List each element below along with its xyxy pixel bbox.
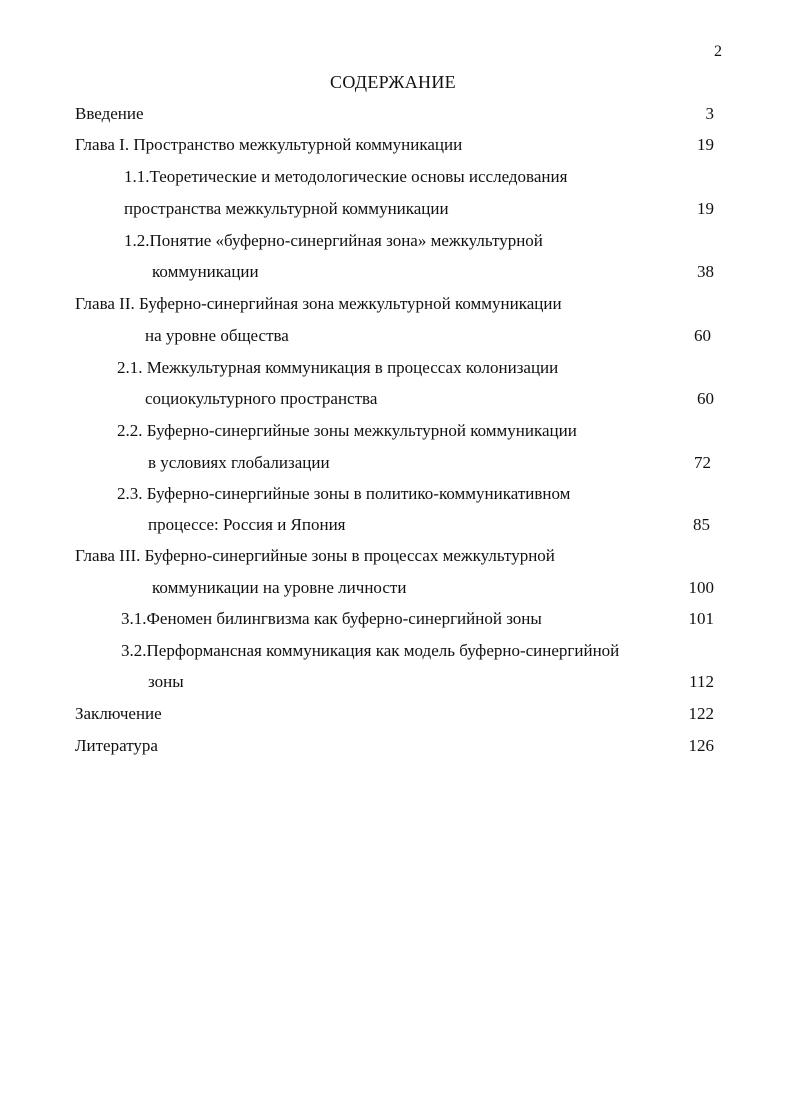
- toc-entry-2-1-line-1: 2.1. Межкультурная коммуникация в процессах колонизации: [117, 358, 559, 377]
- toc-entry-1-1-line-1: 1.1.Теоретические и методологические основы исследования: [124, 167, 568, 186]
- toc-entry-chapter-1: Глава I. Пространство межкультурной коммуникации: [75, 135, 463, 154]
- toc-entry-chapter-2-line-1: Глава II. Буферно-синергийная зона межкультурной коммуникации: [75, 294, 562, 313]
- page-number: 2: [714, 43, 722, 60]
- toc-page-3-1: 101: [688, 609, 714, 628]
- toc-page-conclusion: 122: [688, 704, 714, 723]
- toc-entry-chapter-3-line-1: Глава III. Буферно-синергийные зоны в процессах межкультурной: [75, 546, 555, 565]
- toc-entry-2-1-line-2: социокультурного пространства: [145, 389, 378, 408]
- page-title: СОДЕРЖАНИЕ: [330, 72, 456, 92]
- toc-entry-2-2-line-2: в условиях глобализации: [148, 453, 330, 472]
- toc-entry-chapter-2-line-2: на уровне общества: [145, 326, 289, 345]
- toc-entry-literature: Литература: [75, 736, 158, 755]
- toc-page-2-2: 72: [694, 453, 711, 472]
- toc-page-2-1: 60: [697, 389, 714, 408]
- toc-page-3-2: 112: [689, 672, 714, 691]
- toc-entry-2-3-line-2: процессе: Россия и Япония: [148, 515, 346, 534]
- toc-page-1-1: 19: [697, 199, 714, 218]
- toc-page-1-2: 38: [697, 262, 714, 281]
- toc-entry-2-2-line-1: 2.2. Буферно-синергийные зоны межкультурной коммуникации: [117, 421, 577, 440]
- toc-page-intro: 3: [705, 104, 714, 123]
- toc-entry-3-2-line-2: зоны: [148, 672, 184, 691]
- toc-page-chapter-3: 100: [688, 578, 714, 597]
- toc-entry-2-3-line-1: 2.3. Буферно-синергийные зоны в политико-коммуникативном: [117, 484, 571, 503]
- toc-entry-1-2-line-2: коммуникации: [152, 262, 259, 281]
- toc-entry-3-2-line-1: 3.2.Перформансная коммуникация как модель буферно-синергийной: [121, 641, 620, 660]
- toc-entry-conclusion: Заключение: [75, 704, 162, 723]
- toc-entry-1-1-line-2: пространства межкультурной коммуникации: [124, 199, 449, 218]
- toc-page-chapter-1: 19: [697, 135, 714, 154]
- toc-page-chapter-2: 60: [694, 326, 711, 345]
- toc-entry-chapter-3-line-2: коммуникации на уровне личности: [152, 578, 407, 597]
- toc-entry-intro: Введение: [75, 104, 144, 123]
- toc-page-2-3: 85: [693, 515, 710, 534]
- toc-page-literature: 126: [688, 736, 714, 755]
- toc-entry-1-2-line-1: 1.2.Понятие «буферно-синергийная зона» межкультурной: [124, 231, 543, 250]
- toc-entry-3-1: 3.1.Феномен билингвизма как буферно-синергийной зоны: [121, 609, 542, 628]
